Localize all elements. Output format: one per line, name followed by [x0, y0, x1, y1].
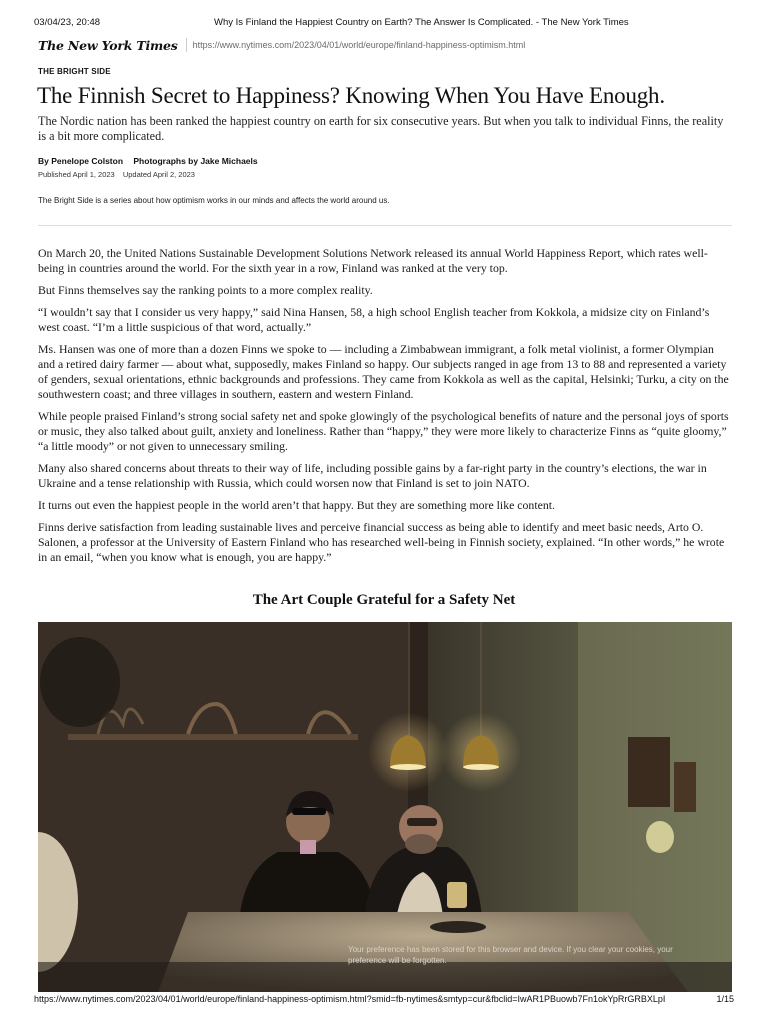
paragraph: While people praised Finland’s strong social safety net and spoke glowingly of the psychological benefits of nature and the personal joys of sports or music, they also talked about guilt, anxiety and loneliness. Rather than “happy,” they were more likely to characterize Finns as “quite gloomy,” “a little moody” or not given to unnecessary smiling. — [38, 409, 729, 453]
paragraph: Many also shared concerns about threats to their way of life, including possible gains by a far-right party in the country’s elections, the war in Ukraine and a tense relationship with Russia, which could worsen now that Finland is set to join NATO. — [38, 461, 707, 490]
nyt-logo[interactable]: The New York Times — [38, 37, 178, 53]
article-dates — [38, 170, 195, 179]
footer-url: https://www.nytimes.com/2023/04/01/world/europe/finland-happiness-optimism.html?smid=fb-nytimes&smtyp=cur&fbclid=IwAR1PBuowb7Fn1okYpRrGRBXLpI — [34, 994, 666, 1004]
section-heading: The Art Couple Grateful for a Safety Net — [252, 592, 516, 608]
masthead — [38, 37, 525, 53]
print-page-title: Why Is Finland the Happiest Country on Earth? The Answer Is Complicated. - The New York Times — [214, 17, 629, 28]
byline — [38, 156, 258, 166]
paragraph: But Finns themselves say the ranking points to a more complex reality. — [38, 283, 373, 297]
article-photo — [38, 622, 732, 992]
article-body — [38, 246, 732, 572]
article-summary: The Nordic nation has been ranked the happiest country on earth for six consecutive years. But when you talk to individual Finns, the reality is a bit more complicated. — [38, 114, 724, 143]
published-date: Published April 1, 2023 — [38, 170, 115, 179]
cookie-preference-toast: Your preference has been stored for this browser and device. If you clear your cookies, your preference will be forgotten. — [348, 945, 673, 965]
print-datetime: 03/04/23, 20:48 — [34, 17, 101, 28]
photo-illustration — [38, 622, 732, 992]
series-note: The Bright Side is a series about how optimism works in our minds and affects the world around us. — [38, 196, 390, 205]
paragraph: It turns out even the happiest people in the world aren’t that happy. But they are something more like content. — [38, 498, 555, 512]
paragraph: “I wouldn’t say that I consider us very happy,” said Nina Hansen, 58, a high school English teacher from Kokkola, a midsize city on Finland’s west coast. “I’m a little suspicious of that word, actually.” — [38, 305, 710, 334]
updated-date: Updated April 2, 2023 — [122, 170, 195, 179]
byline-photographer[interactable]: Photographs by Jake Michaels — [133, 156, 258, 166]
article-url: https://www.nytimes.com/2023/04/01/world/europe/finland-happiness-optimism.html — [186, 38, 526, 52]
article-kicker[interactable]: THE BRIGHT SIDE — [38, 67, 111, 76]
print-footer — [34, 994, 734, 1006]
divider — [38, 225, 732, 226]
article-headline: The Finnish Secret to Happiness? Knowing When You Have Enough. — [37, 83, 665, 108]
paragraph: Finns derive satisfaction from leading sustainable lives and perceive financial success as being able to identify and meet basic needs, Arto O. Salonen, a professor at the University of Eastern Finland who has researched well-being in Finnish society, explained. “In other words,” he wrote in an email, “when you know what is enough, you are happy.” — [38, 520, 725, 564]
byline-author[interactable]: By Penelope Colston — [38, 156, 124, 166]
page-number: 1/15 — [716, 994, 734, 1004]
paragraph: Ms. Hansen was one of more than a dozen Finns we spoke to — including a Zimbabwean immigrant, a folk metal violinist, a former Olympian and a retired dairy farmer — about what, supposedly, makes Finland so happy. Our subjects ranged in age from 13 to 88 and represented a variety of genders, sexual orientations, ethnic backgrounds and professions. They came from Kokkola as well as the capital, Helsinki; Turku, a city on the southwestern coast; and three villages in southern, eastern and western Finland. — [38, 342, 729, 401]
print-header — [34, 17, 734, 29]
paragraph: On March 20, the United Nations Sustainable Development Solutions Network released its annual World Happiness Report, which rates well-being in countries around the world. For the sixth year in a row, Finland was ranked at the very top. — [38, 246, 708, 275]
